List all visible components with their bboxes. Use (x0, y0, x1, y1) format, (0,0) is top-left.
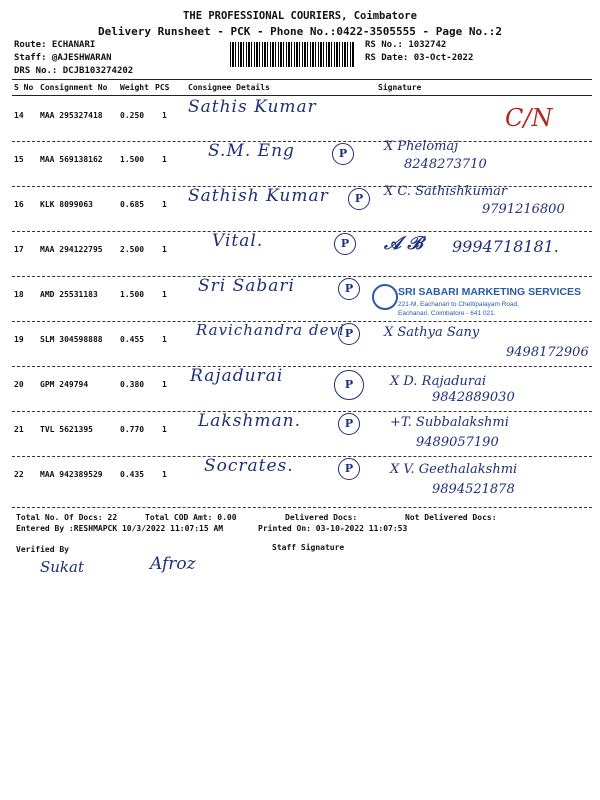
company-stamp (372, 282, 581, 324)
receiver-phone: 9842889030 (432, 390, 515, 405)
p-mark-icon: P (348, 188, 370, 210)
receiver-phone: 9489057190 (416, 435, 499, 450)
table-bottom-rule (12, 507, 592, 508)
rs-date: RS Date: 03-Oct-2022 (365, 53, 474, 63)
row-weight: 1.500 (120, 290, 145, 299)
staff-label: Staff: @AJESHWARAN (14, 53, 112, 63)
row-sno: 16 (14, 200, 24, 209)
row-pcs: 1 (162, 380, 167, 389)
col-consignment: Consignment No (40, 83, 108, 92)
row-sno: 17 (14, 245, 24, 254)
table-row (12, 366, 592, 411)
col-pcs: PCS (155, 83, 170, 92)
row-weight: 1.500 (120, 155, 145, 164)
runsheet-subtitle: Delivery Runsheet - PCK - Phone No.:0422-3505555 - Page No.:2 (98, 25, 502, 38)
receiver-phone: 9498172906 (506, 345, 589, 360)
row-consignment: MAA 295327418 (40, 111, 103, 120)
delivered-docs: Delivered Docs: (285, 513, 358, 522)
row-consignment: MAA 569138162 (40, 155, 103, 164)
verified-signature: Sukat (40, 558, 84, 576)
row-pcs: 1 (162, 200, 167, 209)
entered-by: Entered By :RESHMAPCK 10/3/2022 11:07:15 AM (16, 524, 224, 533)
consignee-handwriting: Lakshman. (198, 411, 302, 431)
row-weight: 0.770 (120, 425, 145, 434)
stamp-address-1: 221-M, Eachanari to Chettipalayam Road, (398, 301, 520, 308)
row-sno: 20 (14, 380, 24, 389)
table-row (12, 186, 592, 231)
p-mark-icon: P (332, 143, 354, 165)
rs-number: RS No.: 1032742 (365, 40, 447, 50)
row-weight: 0.455 (120, 335, 145, 344)
row-consignment: SLM 304598888 (40, 335, 103, 344)
consignee-handwriting: Socrates. (204, 456, 294, 476)
row-sno: 19 (14, 335, 24, 344)
row-pcs: 1 (162, 335, 167, 344)
receiver-signature: X Sathya Sany (384, 325, 480, 340)
receiver-phone: 9994718181. (452, 237, 559, 256)
row-consignment: KLK 8099063 (40, 200, 93, 209)
table-header-rule (12, 95, 592, 96)
row-pcs: 1 (162, 245, 167, 254)
consignee-handwriting: Rajadurai (190, 366, 284, 386)
receiver-signature: X C. Sathishkumar (384, 184, 508, 199)
receiver-signature: X Phelomaj (384, 139, 459, 154)
col-sno: S No (14, 83, 34, 92)
p-mark-icon: P (334, 233, 356, 255)
receiver-initials: 𝒜 ℬ (384, 233, 423, 254)
total-cod: Total COD Amt: 0.00 (145, 513, 237, 522)
row-sno: 18 (14, 290, 24, 299)
receiver-phone: 8248273710 (404, 157, 487, 172)
row-consignment: TVL 5621395 (40, 425, 93, 434)
row-consignment: MAA 942389529 (40, 470, 103, 479)
p-mark-icon: P (338, 413, 360, 435)
p-mark-icon: P (338, 323, 360, 345)
consignee-handwriting: Sathish Kumar (188, 186, 329, 206)
not-delivered-docs: Not Delivered Docs: (405, 513, 497, 522)
table-row (12, 321, 592, 366)
col-consignee: Consignee Details (188, 83, 270, 92)
p-mark-icon: P (334, 370, 364, 400)
table-row (12, 231, 592, 276)
consignee-handwriting: Ravichandra devi (196, 321, 345, 339)
company-title: THE PROFESSIONAL COURIERS, Coimbatore (183, 10, 417, 22)
table-top-rule (12, 79, 592, 80)
row-weight: 2.500 (120, 245, 145, 254)
receiver-signature: X D. Rajadurai (390, 374, 487, 389)
receiver-phone: 9791216800 (482, 202, 565, 217)
route-label: Route: ECHANARI (14, 40, 96, 50)
barcode-image (230, 42, 354, 67)
row-sno: 14 (14, 111, 24, 120)
col-weight: Weight (120, 83, 149, 92)
staff-signature: Afroz (150, 554, 196, 574)
row-pcs: 1 (162, 111, 167, 120)
consignee-handwriting: Sathis Kumar (188, 97, 317, 117)
consignee-handwriting: Vital. (212, 231, 264, 251)
row-weight: 0.435 (120, 470, 145, 479)
table-row (12, 456, 592, 501)
row-sno: 22 (14, 470, 24, 479)
receiver-phone: 9894521878 (432, 482, 515, 497)
stamp-name: SRI SABARI MARKETING SERVICES (398, 286, 581, 298)
row-pcs: 1 (162, 290, 167, 299)
row-consignment: GPM 249794 (40, 380, 89, 389)
row-pcs: 1 (162, 470, 167, 479)
verified-by-label: Verified By (16, 545, 69, 554)
row-sno: 21 (14, 425, 24, 434)
printed-on: Printed On: 03-10-2022 11:07:53 (258, 524, 408, 533)
row-pcs: 1 (162, 425, 167, 434)
p-mark-icon: P (338, 458, 360, 480)
stamp-logo-icon (372, 284, 398, 310)
row-sno: 15 (14, 155, 24, 164)
p-mark-icon: P (338, 278, 360, 300)
row-weight: 0.685 (120, 200, 145, 209)
table-row (12, 141, 592, 186)
staff-signature-label: Staff Signature (272, 543, 345, 552)
cn-annotation: C/N (505, 104, 553, 132)
drs-number: DRS No.: DCJB103274202 (14, 66, 134, 76)
table-row (12, 411, 592, 456)
row-weight: 0.380 (120, 380, 145, 389)
row-consignment: AMD 25531183 (40, 290, 98, 299)
row-consignment: MAA 294122795 (40, 245, 103, 254)
row-pcs: 1 (162, 155, 167, 164)
col-signature: Signature (378, 83, 422, 92)
consignee-handwriting: Sri Sabari (198, 276, 295, 296)
total-docs: Total No. Of Docs: 22 (16, 513, 118, 522)
receiver-signature: +T. Subbalakshmi (390, 415, 509, 430)
row-weight: 0.250 (120, 111, 145, 120)
consignee-handwriting: S.M. Eng (208, 141, 295, 161)
stamp-address-2: Eachanari, Coimbatore - 641 021. (398, 310, 496, 317)
receiver-signature: X V. Geethalakshmi (390, 462, 518, 477)
